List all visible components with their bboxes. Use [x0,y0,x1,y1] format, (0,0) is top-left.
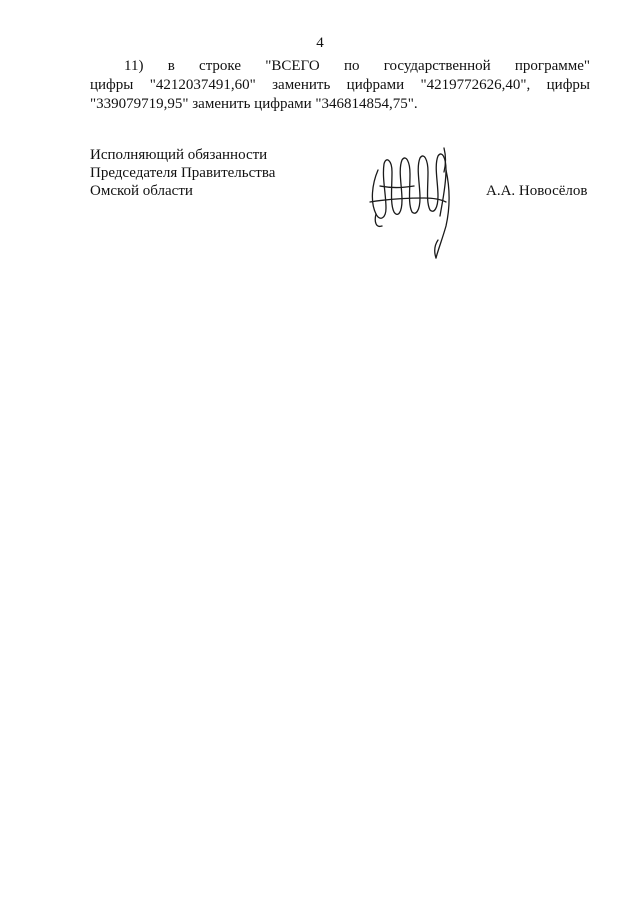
signer-name: А.А. Новосёлов [486,183,588,199]
page-number: 4 [316,35,324,51]
signatory-title [90,146,275,200]
paragraph-line: 11) в строке "ВСЕГО по государственной программе" [124,58,590,74]
signatory-title-line: Председателя Правительства [90,165,276,181]
paragraph-line: цифры "4212037491,60" заменить цифрами "4219772626,40", цифры [90,77,590,93]
signatory-title-line: Омской области [90,183,193,199]
signatory-title-line: Исполняющий обязанности [90,147,268,163]
handwritten-signature-icon [362,142,466,262]
paragraph-line: "339079719,95" заменить цифрами "346814854,75". [90,96,418,112]
amendment-paragraph [90,57,590,114]
